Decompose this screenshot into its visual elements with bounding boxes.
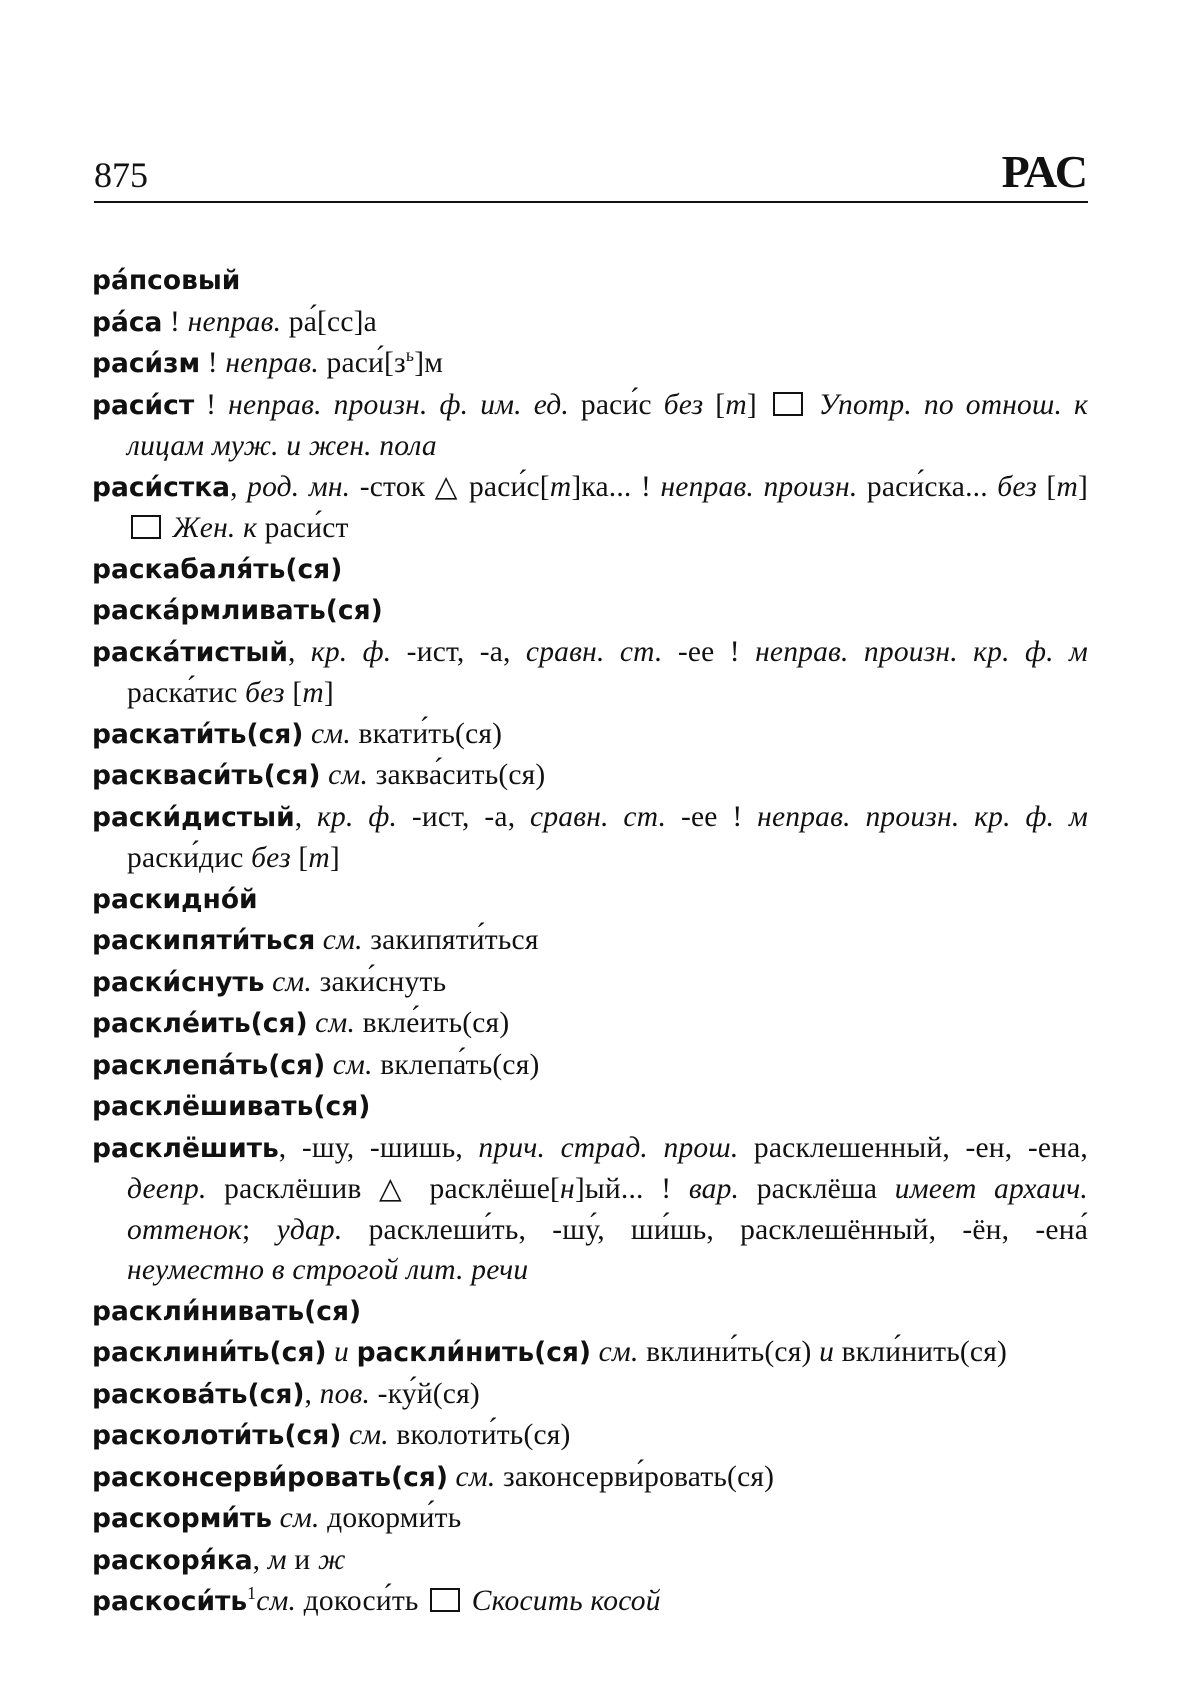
dictionary-entry-raskleit [92,1003,1088,1045]
grammar-note: вар. [688,1173,740,1205]
entry-text: ] [1077,470,1088,503]
headword: раскли́нить(ся) [356,1337,592,1368]
headword: расклини́ть(ся) [92,1337,327,1368]
entry-text: ! [194,388,229,421]
entry-text: докорми́ть [319,1502,462,1534]
grammar-note: сравн. ст. [525,635,663,668]
entry-text: , [294,800,318,833]
grammar-note: неправ. [225,347,319,379]
superscript: 1 [247,1583,257,1604]
grammar-note: ж [317,1543,346,1576]
dictionary-entry-raskolotit [92,1415,1088,1457]
entry-text: -ее ! [666,800,758,833]
dictionary-entry-raskisnut [92,962,1088,1004]
grammar-note: м [267,1543,287,1576]
entry-text [272,1502,280,1534]
entry-text: ! [162,305,188,338]
entry-text [807,389,819,421]
entry-text: расклеши́ть, -шу́, ши́шь, расклешённый, -ён, -ена́ [342,1213,1088,1246]
entry-text: ] [746,388,769,421]
dictionary-entry-raskarmlivat [92,590,1088,632]
headword: ра́са [92,306,163,338]
headword: раски́дистый [92,801,295,833]
running-head: РАС [1001,146,1088,197]
entry-text: расклёша [739,1173,895,1205]
headword: раски́снуть [92,966,265,998]
headword: расколоти́ть(ся) [92,1420,342,1451]
entry-text: , -шу, -шишь, [278,1131,479,1164]
dictionary-entry-raskvasit [92,755,1088,797]
dictionary-entry-rasistka [92,467,1088,549]
entry-text: ; [242,1213,277,1246]
grammar-note: кр. ф. [310,635,392,668]
headword: расклепа́ть(ся) [92,1049,326,1081]
entry-text: вкли́нить(ся) [834,1336,1008,1368]
grammar-note: без [251,842,291,874]
grammar-note: без [663,388,704,421]
dictionary-entry-rasizm [92,343,1088,385]
grammar-note: и [334,1336,349,1368]
grammar-note: т [302,677,324,709]
grammar-note: т [549,470,572,503]
headword: расковáть(ся) [92,1378,305,1410]
grammar-note: т [308,842,330,874]
entry-text: -ее ! [662,635,756,668]
grammar-note: неправ. [187,305,282,338]
grammar-note: род. мн. [247,470,351,503]
entry-text: ! [200,347,226,379]
entry-text [325,1049,333,1081]
entry-text: заки́снуть [312,965,447,998]
entry-text: , [287,635,311,668]
entry-text: ]ка... ! [571,470,661,503]
grammar-note: см. [322,924,363,956]
entry-text: вкати́ть(ся) [350,717,503,750]
grammar-note: см. [332,1048,373,1081]
headword: раскли́нивать(ся) [92,1295,362,1327]
dictionary-entry-raskormit [92,1498,1088,1540]
dictionary-entry-rapsovyy [92,260,1088,302]
entry-text [165,512,173,544]
dictionary-entry-raskabalyat [92,549,1088,591]
headword: раскорми́ть [92,1503,273,1534]
dictionary-entry-rasa [92,302,1088,344]
entry-text: раска́тис [127,677,246,709]
entry-text: законсерви́ровать(ся) [495,1460,775,1493]
entry-text [326,1336,334,1368]
entry-text: ра́[сс]а [281,305,377,338]
dictionary-entry-raskidistyy [92,797,1088,879]
entry-text [303,718,311,750]
dictionary-entry-raskovat [92,1374,1088,1416]
entry-text: ] [329,842,340,874]
square-symbol-icon [430,1588,460,1612]
grammar-note: неуместно в строгой лит. речи [127,1254,529,1286]
dictionary-entry-raskipyatitsya [92,920,1088,962]
grammar-note: см. [256,1585,297,1617]
grammar-note: кр. ф. [317,800,398,833]
dictionary-entry-raskidnoy [92,879,1088,921]
entry-text: раси́ска... [857,470,998,503]
entry-text: [ [284,677,303,709]
entry-text: раски́дис [127,842,252,874]
entry-text: ] [323,677,334,709]
entry-text: вклепа́ть(ся) [372,1048,540,1081]
grammar-note: н [560,1173,575,1205]
grammar-note: деепр. [127,1173,207,1205]
entry-text: -сток △ раси́с[ [350,470,550,503]
grammar-note: удар. [276,1213,343,1246]
entry-text: заква́сить(ся) [368,759,546,791]
grammar-note: см. [598,1336,639,1368]
headword: расклёшить [92,1132,279,1164]
entry-text: [ [1036,470,1057,503]
grammar-note: без [245,677,285,709]
entry-text: -ку́й(ся) [370,1377,480,1410]
grammar-note: неправ. произн. кр. ф. м [755,635,1088,668]
headword: раскоси́ть [92,1586,248,1617]
grammar-note: т [1056,470,1078,503]
grammar-note: т [725,388,747,421]
grammar-note: сравн. ст. [530,800,667,833]
headword: ра́псовый [92,265,241,296]
entry-text: -ист, -а, [391,635,526,668]
entry-text [308,1007,316,1039]
headword: раскидно́й [92,883,258,915]
page-number: 875 [94,155,148,195]
entry-list [92,260,1088,1623]
entry-text [448,1461,456,1493]
headword: раси́стка [92,471,231,503]
grammar-note: Употр. по отнош. к лицам муж. и жен. пола [127,388,1088,462]
headword: раскабаля́ть(ся) [92,553,343,585]
dictionary-entry-raskleshivat [92,1086,1088,1128]
entry-text [341,1419,349,1451]
dictionary-entry-raskleshit [92,1128,1088,1291]
entry-text [591,1336,599,1368]
entry-text: раси́с [568,388,664,421]
headword: раскваси́ть(ся) [92,760,321,791]
entry-text: , [252,1543,268,1576]
grammar-note: Жен. к [172,512,258,544]
headword: расклёшивать(ся) [92,1091,371,1122]
grammar-note: см. [455,1460,496,1493]
entry-text [321,759,329,791]
grammar-note: и [819,1336,835,1368]
dictionary-entry-rasklinit [92,1332,1088,1374]
entry-text [464,1585,472,1617]
headword: раскле́ить(ся) [92,1008,308,1039]
dictionary-entry-rasist [92,385,1088,467]
grammar-note: имеет архаич. оттенок [127,1173,1089,1246]
dictionary-entry-rasklepat [92,1045,1088,1087]
page-header [94,145,1088,203]
square-symbol-icon [773,392,803,416]
grammar-note: см. [315,1007,356,1039]
dictionary-entry-raskoryaka [92,1540,1088,1582]
headword: раскати́ть(ся) [92,718,304,750]
entry-text: закипяти́ться [362,924,539,956]
grammar-note: прич. страд. прош. [478,1131,739,1164]
grammar-note: Скосить косой [471,1585,661,1617]
entry-text [265,966,273,998]
grammar-note: без [997,470,1037,503]
dictionary-entry-raskosit [92,1581,1088,1623]
entry-text: ]м [414,347,444,379]
entry-text: вколоти́ть(ся) [388,1419,571,1451]
grammar-note: см. [328,759,369,791]
entry-text: -ист, -а, [397,800,531,833]
entry-text: [ [290,842,309,874]
grammar-note: см. [272,965,313,998]
grammar-note: см. [311,717,351,750]
headword: раси́зм [92,348,201,379]
headword: раскипяти́ться [92,925,316,956]
headword: раси́ст [92,389,195,421]
entry-text: вклини́ть(ся) [638,1336,820,1368]
entry-text: раси́ст [257,512,349,544]
grammar-note: неправ. произн. [660,470,858,503]
entry-text: докоси́ть [296,1585,427,1617]
entry-text: расклешенный, -ен, -ена, [738,1131,1088,1164]
entry-text: , [304,1377,320,1410]
headword: раска́тистый [92,636,288,668]
entry-text: вкле́ить(ся) [355,1007,510,1039]
dictionary-entry-rasklinivat [92,1291,1088,1333]
entry-text: раси́[з [318,347,406,379]
entry-text: , [230,470,248,503]
headword: раска́рмливать(ся) [92,595,383,626]
headword: расконсерви́ровать(ся) [92,1461,448,1493]
entry-text: [ [703,388,726,421]
superscript: ь [405,345,415,366]
grammar-note: неправ. произн. ф. им. ед. [228,388,569,421]
entry-text: и [286,1543,318,1576]
grammar-note: пов. [319,1377,371,1410]
dictionary-entry-raskatistyy [92,632,1088,714]
square-symbol-icon [131,515,161,539]
grammar-note: неправ. произн. кр. ф. м [757,800,1088,833]
grammar-note: см. [348,1419,389,1451]
entry-text [349,1336,357,1368]
dictionary-entry-raskatit [92,714,1088,756]
dictionary-entry-raskonservirovat [92,1457,1088,1499]
headword: раскоря́ка [92,1544,253,1576]
entry-text: расклёшив △ расклёше[ [206,1173,561,1205]
entry-text: ]ый... ! [574,1173,689,1205]
entry-text [315,924,323,956]
grammar-note: см. [279,1502,320,1534]
